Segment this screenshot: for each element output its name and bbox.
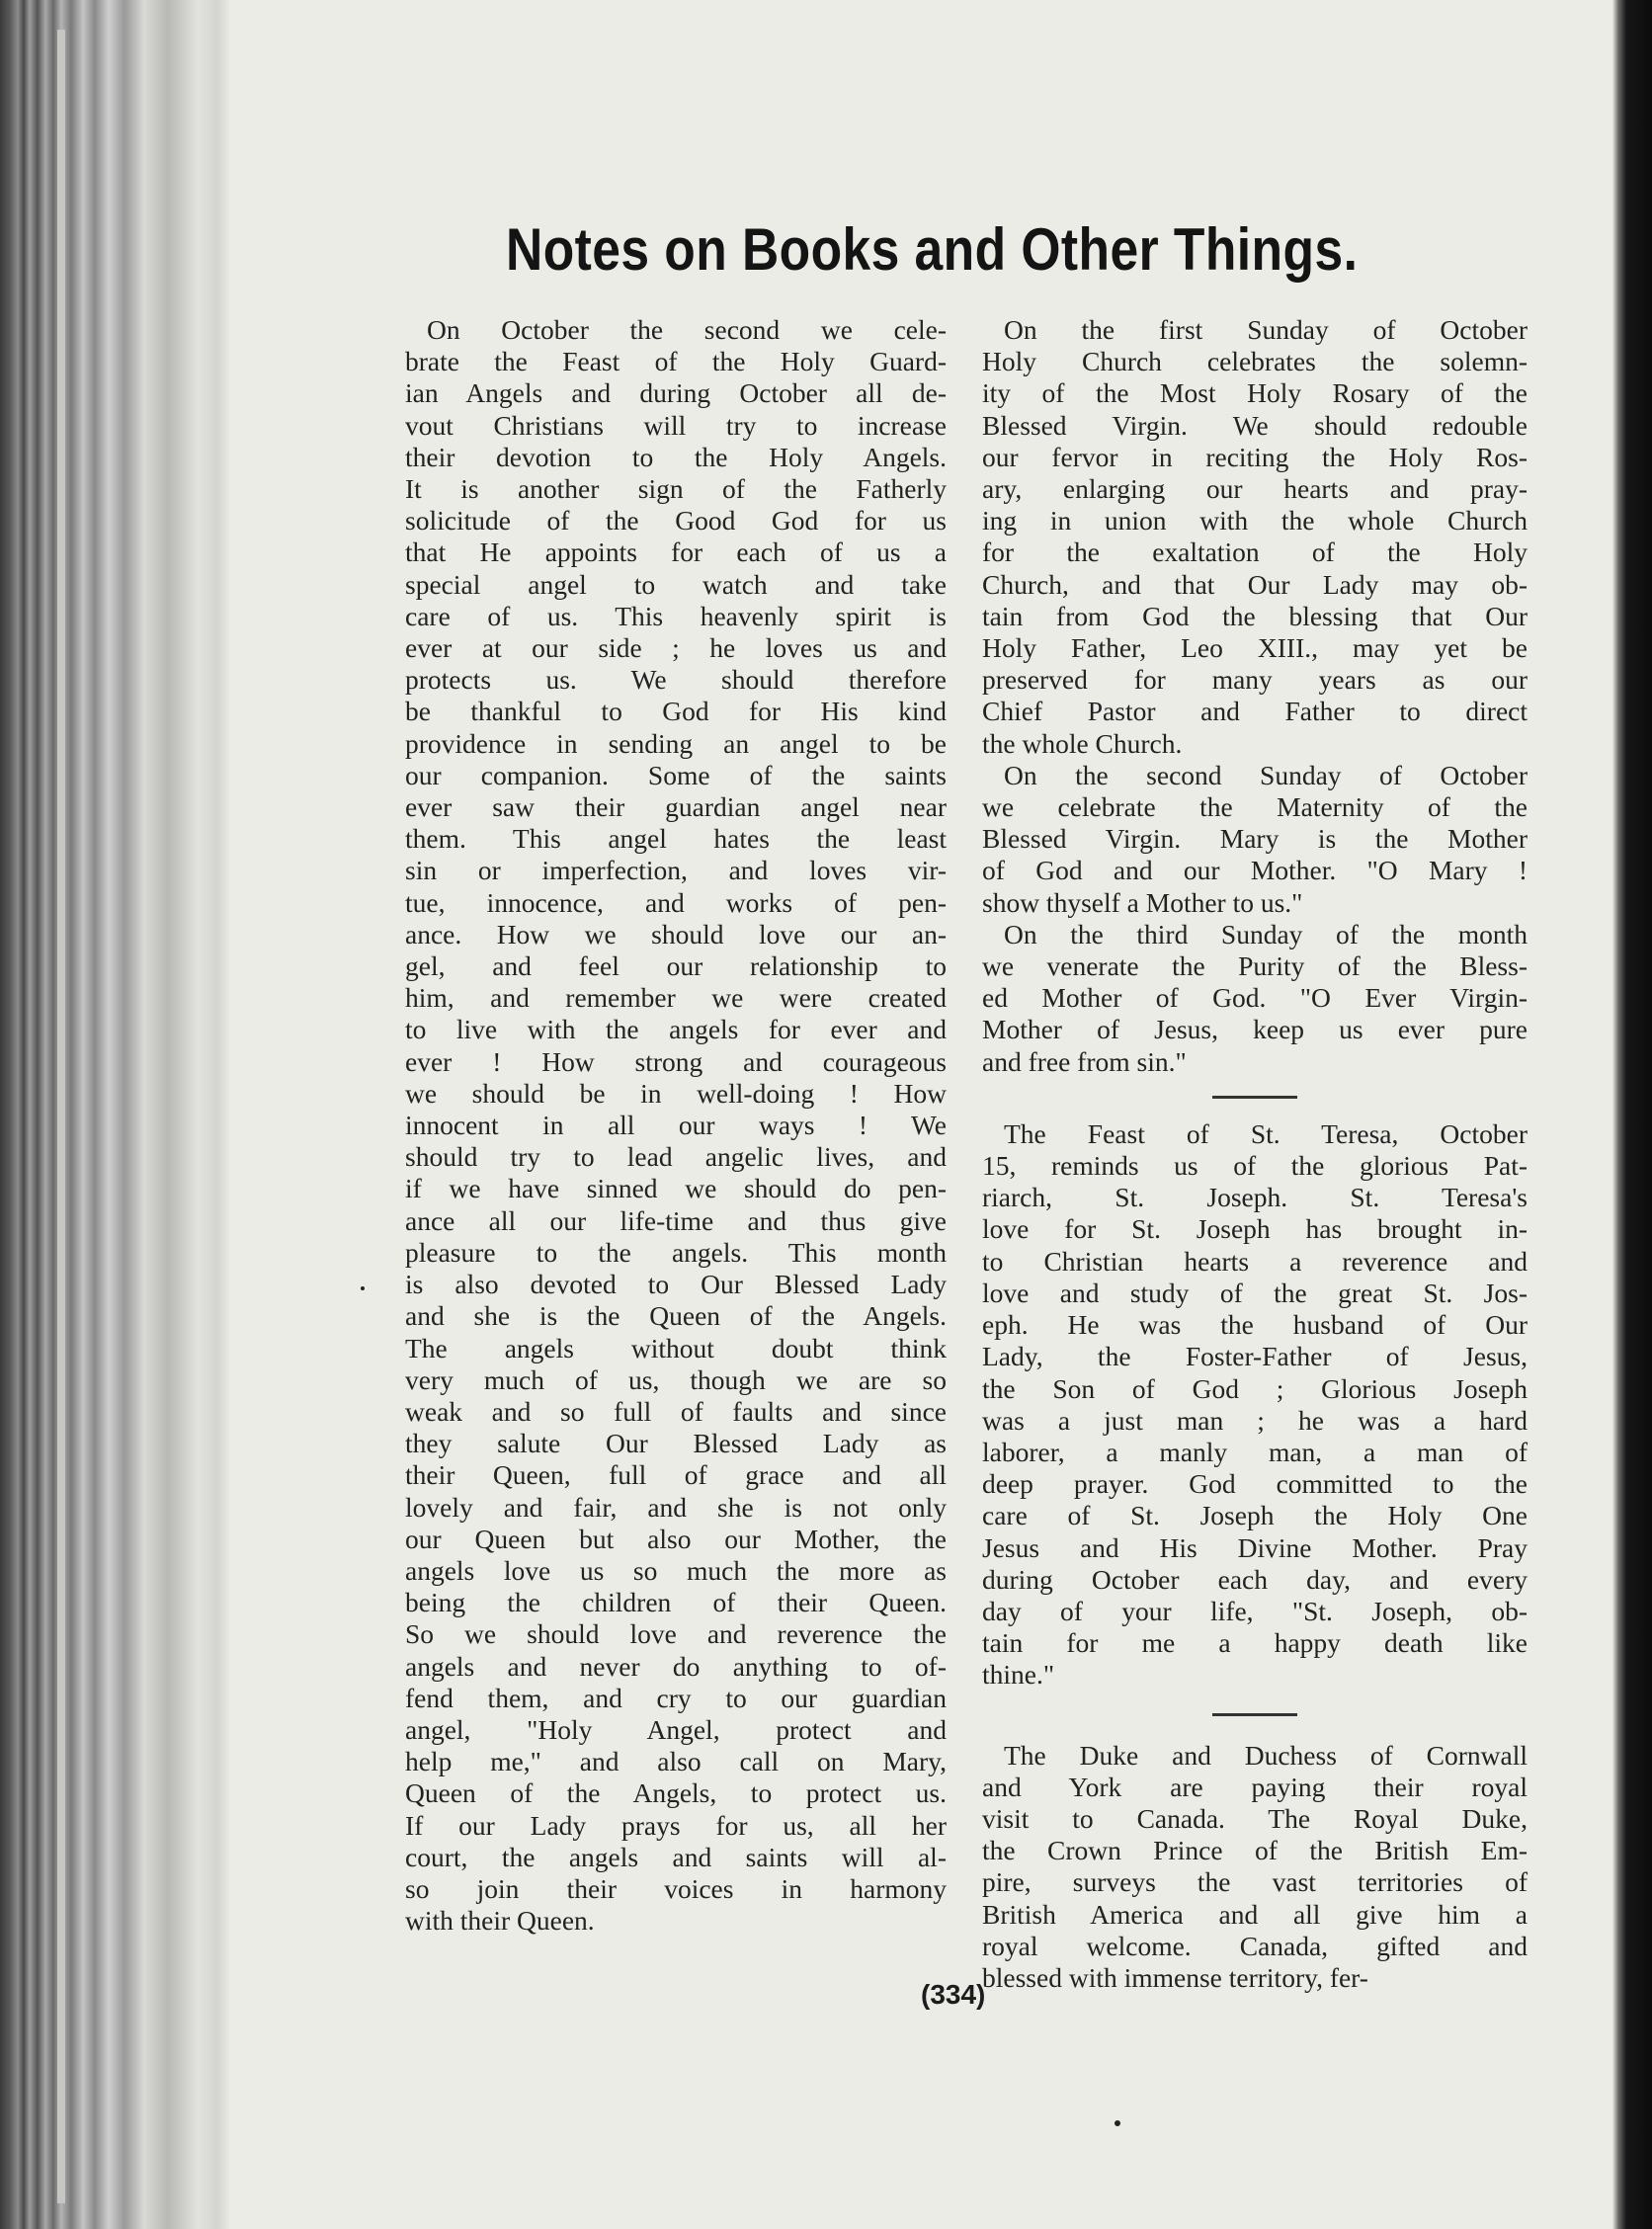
- text-line: So we should love and reverence the: [405, 1618, 947, 1650]
- text-line: British America and all give him a: [982, 1898, 1528, 1930]
- text-line: is also devoted to Our Blessed Lady: [405, 1269, 947, 1300]
- text-line: pire, surveys the vast territories of: [982, 1866, 1528, 1898]
- text-line: solicitude of the Good God for us: [405, 505, 947, 537]
- text-line: Holy Father, Leo XIII., may yet be: [982, 632, 1528, 664]
- text-line: riarch, St. Joseph. St. Teresa's: [982, 1182, 1528, 1213]
- text-line: ever at our side ; he loves us and: [405, 632, 947, 664]
- text-line: day of your life, "St. Joseph, ob-: [982, 1595, 1528, 1626]
- paragraph: [982, 1118, 1528, 1692]
- text-line: ity of the Most Holy Rosary of the: [982, 377, 1528, 409]
- text-line: of God and our Mother. "O Mary !: [982, 855, 1528, 886]
- text-line: for the exaltation of the Holy: [982, 537, 1528, 568]
- text-line: If our Lady prays for us, all her: [405, 1809, 947, 1841]
- text-line: so join their voices in harmony: [405, 1872, 947, 1904]
- text-line: our fervor in reciting the Holy Ros-: [982, 441, 1528, 472]
- section-st-teresa: [982, 1118, 1528, 1692]
- text-line: special angel to watch and take: [405, 568, 947, 600]
- text-line: royal welcome. Canada, gifted and: [982, 1930, 1528, 1961]
- text-line: thine.": [982, 1659, 1055, 1691]
- text-line: visit to Canada. The Royal Duke,: [982, 1802, 1528, 1834]
- text-line: sin or imperfection, and loves vir-: [405, 855, 947, 886]
- text-line: pleasure to the angels. This month: [405, 1236, 947, 1268]
- text-line: Mother of Jesus, keep us ever pure: [982, 1014, 1528, 1045]
- text-line: the Son of God ; Glorious Joseph: [982, 1372, 1528, 1404]
- text-line: angels love us so much the more as: [405, 1554, 947, 1586]
- text-line: our companion. Some of the saints: [405, 759, 947, 790]
- text-line: should try to lead angelic lives, and: [405, 1141, 947, 1173]
- text-line: laborer, a manly man, a man of: [982, 1436, 1528, 1467]
- text-line: lovely and fair, and she is not only: [405, 1491, 947, 1523]
- text-line: court, the angels and saints will al-: [405, 1841, 947, 1872]
- text-line: 15, reminds us of the glorious Pat-: [982, 1150, 1528, 1182]
- text-line: It is another sign of the Fatherly: [405, 473, 947, 505]
- text-line: fend them, and cry to our guardian: [405, 1682, 947, 1713]
- text-line: that He appoints for each of us a: [405, 537, 947, 568]
- text-line: Church, and that Our Lady may ob-: [982, 568, 1528, 600]
- paragraph: [982, 1740, 1528, 1995]
- text-line: Jesus and His Divine Mother. Pray: [982, 1531, 1528, 1563]
- paragraph: [405, 314, 947, 1937]
- text-line: our Queen but also our Mother, the: [405, 1523, 947, 1554]
- text-line: tain for me a happy death like: [982, 1627, 1528, 1659]
- text-line: vout Christians will try to increase: [405, 409, 947, 441]
- text-line: tain from God the blessing that Our: [982, 600, 1528, 631]
- text-line: care of us. This heavenly spirit is: [405, 600, 947, 631]
- text-line: Lady, the Foster-Father of Jesus,: [982, 1341, 1528, 1372]
- left-column: [405, 314, 947, 1937]
- text-line: love for St. Joseph has brought in-: [982, 1213, 1528, 1245]
- text-line: their devotion to the Holy Angels.: [405, 441, 947, 472]
- text-line: On October the second we cele-: [427, 314, 947, 345]
- text-line: deep prayer. God committed to the: [982, 1468, 1528, 1500]
- text-line: preserved for many years as our: [982, 664, 1528, 696]
- page-title: Notes on Books and Other Things.: [506, 216, 1359, 283]
- text-line: Holy Church celebrates the solemn-: [982, 346, 1528, 377]
- paragraph: [982, 314, 1528, 760]
- text-line: brate the Feast of the Holy Guard-: [405, 346, 947, 377]
- right-column: [982, 314, 1528, 1994]
- paragraph: [982, 919, 1528, 1078]
- text-line: On the third Sunday of the month: [1004, 918, 1528, 949]
- text-line: their Queen, full of grace and all: [405, 1459, 947, 1491]
- text-line: innocent in all our ways ! We: [405, 1110, 947, 1141]
- text-line: ian Angels and during October all de-: [405, 377, 947, 409]
- text-line: Queen of the Angels, to protect us.: [405, 1777, 947, 1809]
- section-divider: [1212, 1713, 1297, 1716]
- print-speck: [361, 1286, 365, 1290]
- text-line: ing in union with the whole Church: [982, 505, 1528, 537]
- section-rosary: [982, 314, 1528, 1078]
- text-line: protects us. We should therefore: [405, 664, 947, 696]
- text-line: ed Mother of God. "O Ever Virgin-: [982, 982, 1528, 1014]
- text-line: they salute Our Blessed Lady as: [405, 1428, 947, 1459]
- text-line: ever saw their guardian angel near: [405, 791, 947, 823]
- text-line: very much of us, though we are so: [405, 1363, 947, 1395]
- text-line: we should be in well-doing ! How: [405, 1077, 947, 1109]
- text-line: The angels without doubt think: [405, 1332, 947, 1363]
- book-binding-edge: [0, 0, 229, 2229]
- paragraph: [982, 760, 1528, 919]
- text-line: them. This angel hates the least: [405, 823, 947, 855]
- text-line: we venerate the Purity of the Bless-: [982, 950, 1528, 982]
- text-line: to live with the angels for ever and: [405, 1014, 947, 1045]
- text-line: during October each day, and every: [982, 1563, 1528, 1595]
- text-line: blessed with immense territory, fer-: [982, 1961, 1368, 1993]
- text-line: Blessed Virgin. Mary is the Mother: [982, 823, 1528, 855]
- text-line: The Feast of St. Teresa, October: [1004, 1117, 1528, 1149]
- text-line: providence in sending an angel to be: [405, 727, 947, 759]
- text-line: angels and never do anything to of-: [405, 1650, 947, 1682]
- text-line: being the children of their Queen.: [405, 1587, 947, 1618]
- text-line: and free from sin.": [982, 1045, 1187, 1077]
- text-line: to Christian hearts a reverence and: [982, 1245, 1528, 1277]
- text-line: On the first Sunday of October: [1004, 314, 1528, 345]
- text-line: ever ! How strong and courageous: [405, 1045, 947, 1077]
- text-line: be thankful to God for His kind: [405, 696, 947, 727]
- page-number: (334): [921, 1979, 986, 2010]
- text-line: On the second Sunday of October: [1004, 759, 1528, 790]
- right-page-edge: [1612, 0, 1652, 2229]
- text-line: and York are paying their royal: [982, 1771, 1528, 1802]
- text-line: with their Queen.: [405, 1905, 595, 1937]
- text-line: show thyself a Mother to us.": [982, 886, 1303, 918]
- text-line: care of St. Joseph the Holy One: [982, 1500, 1528, 1531]
- text-line: eph. He was the husband of Our: [982, 1309, 1528, 1341]
- print-speck: [1115, 2120, 1120, 2126]
- text-line: ance. How we should love our an-: [405, 918, 947, 949]
- section-divider: [1212, 1096, 1297, 1099]
- text-line: ary, enlarging our hearts and pray-: [982, 473, 1528, 505]
- text-line: the Crown Prince of the British Em-: [982, 1835, 1528, 1866]
- section-royal-visit: [982, 1740, 1528, 1995]
- text-line: was a just man ; he was a hard: [982, 1404, 1528, 1436]
- text-line: Blessed Virgin. We should redouble: [982, 409, 1528, 441]
- text-line: and she is the Queen of the Angels.: [405, 1300, 947, 1332]
- text-line: him, and remember we were created: [405, 982, 947, 1014]
- text-line: weak and so full of faults and since: [405, 1395, 947, 1427]
- text-line: gel, and feel our relationship to: [405, 950, 947, 982]
- text-line: if we have sinned we should do pen-: [405, 1173, 947, 1204]
- text-line: ance all our life-time and thus give: [405, 1204, 947, 1236]
- text-line: we celebrate the Maternity of the: [982, 791, 1528, 823]
- text-line: help me," and also call on Mary,: [405, 1746, 947, 1777]
- text-line: love and study of the great St. Jos-: [982, 1277, 1528, 1308]
- text-line: Chief Pastor and Father to direct: [982, 696, 1528, 727]
- text-line: angel, "Holy Angel, protect and: [405, 1713, 947, 1745]
- text-line: tue, innocence, and works of pen-: [405, 886, 947, 918]
- text-line: the whole Church.: [982, 727, 1183, 759]
- text-line: The Duke and Duchess of Cornwall: [1004, 1739, 1528, 1771]
